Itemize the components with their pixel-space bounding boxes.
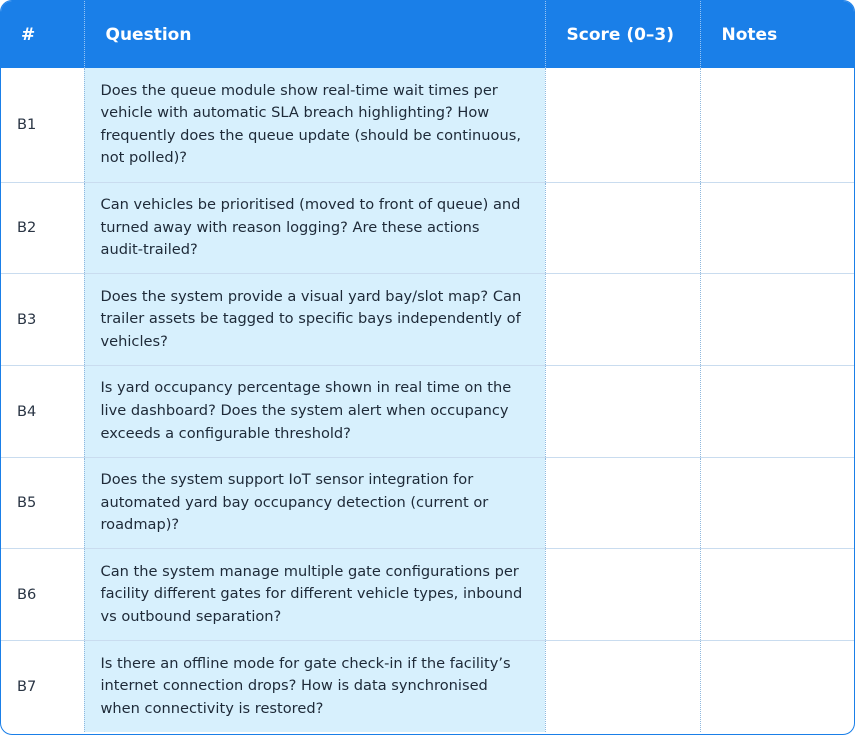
score-cell[interactable] (545, 68, 700, 182)
score-cell[interactable] (545, 182, 700, 274)
row-id: B2 (1, 182, 84, 274)
table-row (1, 274, 854, 366)
table-body (1, 68, 854, 732)
table-row (1, 365, 854, 457)
notes-cell[interactable] (700, 68, 854, 182)
header-question: Question (84, 1, 545, 68)
row-question: Does the queue module show real-time wait times per vehicle with automatic SLA breach highlighting? How frequently does the queue update (should be continuous, not polled)? (84, 68, 545, 182)
row-question: Can vehicles be prioritised (moved to front of queue) and turned away with reason logging? Are these actions audit-trailed? (84, 182, 545, 274)
table-row (1, 640, 854, 732)
row-id: B1 (1, 68, 84, 182)
score-cell[interactable] (545, 549, 700, 641)
table-row (1, 549, 854, 641)
header-score: Score (0–3) (545, 1, 700, 68)
row-question: Can the system manage multiple gate configurations per facility different gates for different vehicle types, inbound vs outbound separation? (84, 549, 545, 641)
evaluation-table (1, 1, 854, 732)
header-number: # (1, 1, 84, 68)
notes-cell[interactable] (700, 365, 854, 457)
notes-cell[interactable] (700, 274, 854, 366)
header-row (1, 1, 854, 68)
header-notes: Notes (721, 24, 778, 45)
row-id: B5 (1, 457, 84, 549)
score-cell[interactable] (545, 457, 700, 549)
row-id: B4 (1, 365, 84, 457)
score-cell[interactable] (545, 640, 700, 732)
row-question: Does the system provide a visual yard bay/slot map? Can trailer assets be tagged to specific bays independently of vehicles? (84, 274, 545, 366)
row-question: Does the system support IoT sensor integration for automated yard bay occupancy detection (current or roadmap)? (84, 457, 545, 549)
row-id: B3 (1, 274, 84, 366)
table-row (1, 68, 854, 182)
table-row (1, 182, 854, 274)
notes-cell[interactable] (700, 457, 854, 549)
row-question: Is yard occupancy percentage shown in real time on the live dashboard? Does the system alert when occupancy exceeds a configurable threshold? (84, 365, 545, 457)
score-cell[interactable] (545, 274, 700, 366)
notes-cell[interactable] (700, 182, 854, 274)
score-cell[interactable] (545, 365, 700, 457)
notes-cell[interactable] (700, 640, 854, 732)
row-question: Is there an offline mode for gate check-in if the facility’s internet connection drops? How is data synchronised when connectivity is restored? (84, 640, 545, 732)
table-row (1, 457, 854, 549)
table-header (1, 1, 854, 68)
row-id: B7 (1, 640, 84, 732)
notes-cell[interactable] (700, 549, 854, 641)
row-id: B6 (1, 549, 84, 641)
